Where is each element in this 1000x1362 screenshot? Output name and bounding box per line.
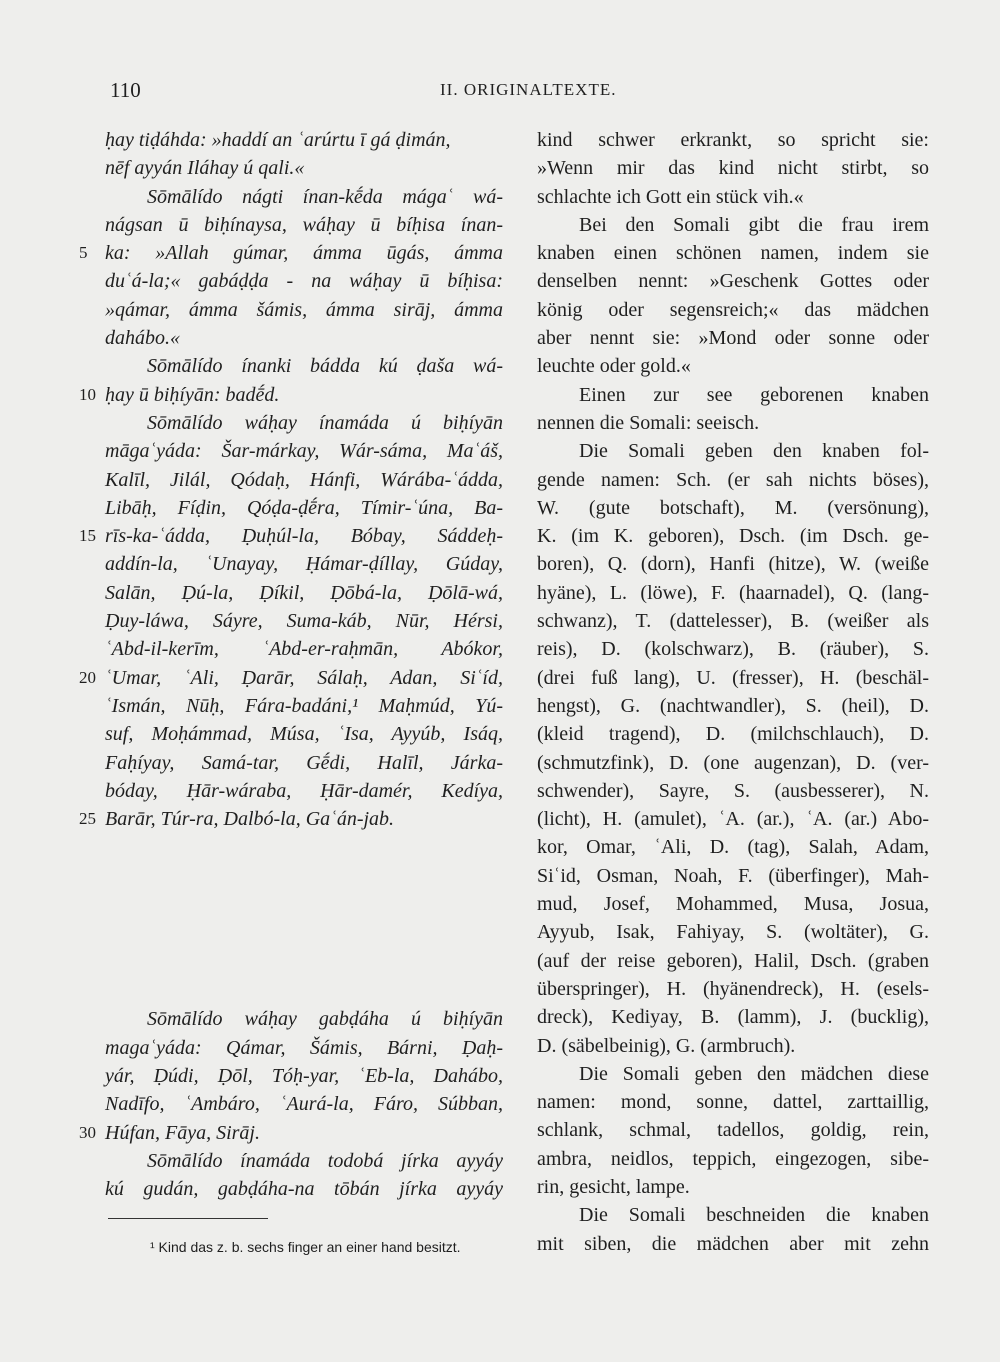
text-line: Die Somali geben den mädchen diese [579,1062,929,1085]
line-number: 5 [79,243,88,263]
text-line: Ayyub, Isak, Fahiyay, S. (woltäter), G. [537,921,929,944]
text-line: duʿá-la;« gabáḍḍa - na wáḥay ū bíḥisa: [105,270,503,293]
text-line: Siʿid, Osman, Noah, F. (überfinger), Mah- [537,864,929,887]
text-line: ʿIsmán, Nūḥ, Fára-badáni,¹ Maḥmúd, Yú- [105,694,503,717]
text-line: ḥay ū biḥíyān: badḗd. [105,383,280,406]
text-line: Barār, Túr-ra, Dalbó-la, Gaʿán-jab. [105,808,395,831]
text-line: dahábo.« [105,327,180,350]
text-line: (drei fuß lang), U. (fresser), H. (beschäl- [537,666,929,689]
text-line: Sōmālído wáḥay ínamáda ú biḥíyān [147,411,503,434]
text-line: hengst), G. (nachtwandler), S. (heil), D. [537,694,929,717]
text-line: Sōmālído nágti ínan-kḗda mágaʿ wá- [147,185,503,208]
text-line: addín-la, ʿUnayay, Ḥámar-ḍíllay, Gúday, [105,553,503,576]
text-line: schwanz), T. (dattelesser), B. (weißer als [537,610,929,633]
text-line: magaʿyáda: Qámar, Šámis, Bárni, Ḍaḥ- [105,1036,503,1059]
somali-text-column [79,126,503,1204]
text-line: hyäne), L. (löwe), F. (haarnadel), Q. (lang- [537,581,929,604]
text-line: Sōmālído ínanki bádda kú ḍaša wá- [147,355,503,378]
text-line: (licht), H. (amulet), ʿA. (ar.), ʿA. (ar.) Abo- [537,808,929,831]
text-line: Faḥíyay, Samá-tar, Gḗdi, Halīl, Járka- [105,751,503,774]
text-line: schlank, schmal, tadellos, goldig, rein, [537,1119,929,1142]
text-line: Die Somali beschneiden die knaben [579,1204,929,1227]
text-line-numbered [79,381,503,409]
text-line: D. (säbelbeinig), G. (armbruch). [537,1034,796,1057]
text-line: schwender), Sayre, S. (ausbesserer), N. [537,779,929,802]
text-line: kind schwer erkrankt, so spricht sie: [537,129,929,151]
text-line: Nadīfo, ʿAmbáro, ʿAurá-la, Fáro, Súbban, [105,1093,503,1116]
text-line: māgaʿyáda: Šar-márkay, Wár-sáma, Maʿáš, [105,440,503,463]
text-line: schlachte ich Gott ein stück vih.« [537,185,804,208]
text-line: Húfan, Fāya, Sirāj. [105,1121,260,1144]
text-line: gende namen: Sch. (er sah nichts böses), [537,468,929,491]
text-line-numbered [79,522,503,550]
text-line: überspringer), H. (hyänendreck), H. (esels- [537,977,929,1000]
text-line-numbered [79,1119,503,1147]
text-line: Einen zur see geborenen knaben [579,383,929,406]
text-line: »Wenn mir das kind nicht stirbt, so [537,157,929,180]
text-line: ʿUmar, ʿAli, Ḍarār, Sálaḥ, Adan, Siʿíd, [105,666,503,689]
text-line: (schmutzfink), D. (one augenzan), D. (ver- [537,751,929,774]
text-line: rin, gesicht, lampe. [537,1175,690,1198]
text-line: ka: »Allah gúmar, ámma ūgás, ámma [105,242,503,265]
running-head: II. ORIGINALTEXTE. [440,80,617,99]
text-line: namen: mond, sonne, dattel, zarttaillig, [537,1091,929,1114]
text-line: ambra, neidlos, teppich, eingezogen, sibe- [537,1147,929,1170]
text-line: knaben einen schönen namen, indem sie [537,242,929,265]
text-line-numbered [79,664,503,692]
line-number: 25 [79,809,96,829]
text-line: bóday, Ḥār-wáraba, Ḥār-damér, Kedíya, [105,779,503,802]
text-line: ʿAbd-il-kerīm, ʿAbd-er-raḥmān, Abókor, [105,638,503,661]
text-line: könig oder segensreich;« das mädchen [537,298,929,321]
text-line: ḥay tiḍáhda: »haddí an ʿarúrtu ī gá ḍimán, [105,129,451,151]
footnote: ¹ Kind das z. b. sechs finger an einer hand besitzt. [150,1239,461,1255]
text-line: boren), Q. (dorn), Hanfi (hitze), W. (weiße [537,553,929,576]
page-number: 110 [110,78,141,102]
text-line: dreck), Kediyay, B. (lamm), J. (bucklig), [537,1006,929,1029]
text-line: W. (gute botschaft), M. (versönung), [537,496,929,519]
text-line-numbered [79,239,503,267]
text-line: suf, Moḥámmad, Músa, ʿIsa, Ayyúb, Isáq, [105,723,503,746]
line-number: 15 [79,526,96,546]
text-line: mit siben, die mädchen aber mit zehn [537,1232,929,1255]
text-line: nēf ayyán Iláhay ú qali.« [105,157,305,180]
text-line: Libāḥ, Fíḍin, Qóḍa-ḍḗra, Tímir-ʿúna, Ba- [105,496,503,519]
text-line: mud, Josef, Mohammed, Musa, Josua, [537,893,929,916]
line-number: 10 [79,384,96,404]
text-line: Ḍuy-láwa, Sáyre, Suma-káb, Nūr, Hérsi, [105,610,503,633]
text-line: Sōmālído wáḥay gabḍáha ú biḥíyān [147,1008,503,1031]
text-line: aber nennt sie: »Mond oder sonne oder [537,327,929,350]
text-line: Salān, Ḍú-la, Ḍíkil, Ḍōbá-la, Ḍōlā-wá, [105,581,503,604]
text-line: leuchte oder gold.« [537,355,691,378]
text-line: nennen die Somali: seeisch. [537,411,760,434]
text-line: Die Somali geben den knaben fol- [579,440,929,463]
text-line: denselben nennt: »Geschenk Gottes oder [537,270,929,293]
text-line: »qámar, ámma šámis, ámma sirāj, ámma [105,298,503,321]
text-line: kú gudán, gabḍáha-na tōbán jírka ayyáy [105,1178,503,1201]
text-line: yár, Ḍúdi, Ḍōl, Tóḥ-yar, ʿEb-la, Dahábo, [105,1065,503,1088]
text-line: (auf der reise geboren), Halil, Dsch. (graben [537,949,929,972]
line-number: 20 [79,667,96,687]
blank-space [105,833,503,1005]
text-line: Sōmālído ínamáda todobá jírka ayyáy [147,1149,503,1172]
text-line: rīs-ka-ʿádda, Ḍuḥúl-la, Bóbay, Sáddeḥ- [105,525,503,548]
text-line: nágsan ū biḥínaysa, wáḥay ū bíḥisa ínan- [105,213,503,236]
text-line: Bei den Somali gibt die frau irem [579,213,929,236]
text-line-numbered [79,805,503,833]
text-line: (kleid tragend), D. (milchschlauch), D. [537,723,929,746]
german-translation-column [537,126,929,1258]
text-line: reis), D. (kolschwarz), B. (räuber), S. [537,638,929,661]
footnote-divider [108,1218,268,1219]
text-line: kor, Omar, ʿAli, D. (tag), Salah, Adam, [537,836,929,859]
line-number: 30 [79,1122,96,1142]
text-line: K. (im K. geboren), Dsch. (im Dsch. ge- [537,525,929,548]
text-line: Kalīl, Jilál, Qódaḥ, Hánfi, Wárába-ʿádda, [105,468,503,491]
